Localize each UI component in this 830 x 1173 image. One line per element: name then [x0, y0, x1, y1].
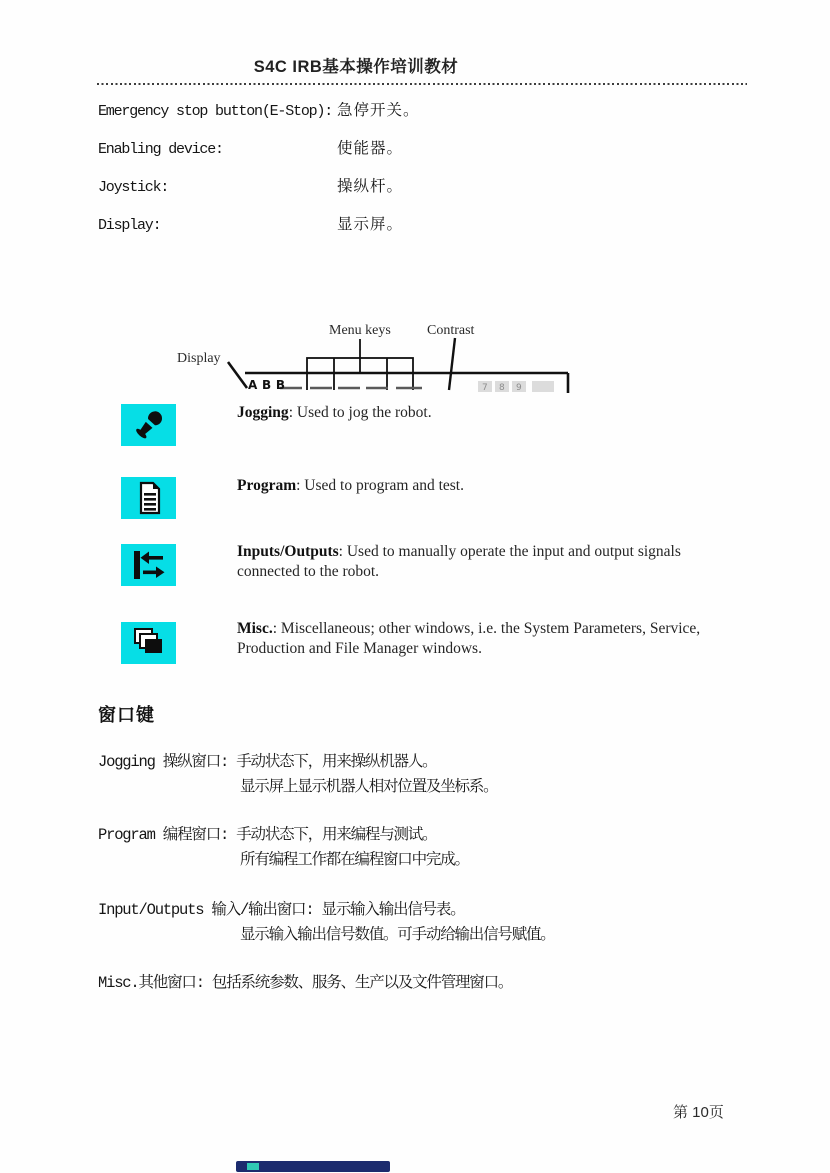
definition-value: 显示屏。 — [337, 216, 404, 233]
jogging-legend: Jogging: Used to jog the robot. — [237, 404, 432, 421]
misc-key — [121, 622, 176, 664]
misc-label: Misc. — [237, 620, 273, 637]
joystick-icon — [129, 408, 169, 442]
jogging-key — [121, 404, 176, 446]
dashed-divider — [97, 83, 747, 85]
definition-value: 操纵杆。 — [337, 178, 404, 195]
definition-value: 使能器。 — [337, 140, 404, 157]
diagram-label-display: Display — [177, 351, 221, 366]
paragraph-jogging-window: Jogging 操纵窗口: 手动状态下，用来操纵机器人。 显示屏上显示机器人相对位置及坐标系。 — [98, 753, 498, 796]
windows-stack-icon — [129, 626, 169, 660]
inputs-outputs-label: Inputs/Outputs — [237, 543, 339, 560]
definition-label: Joystick: — [98, 179, 169, 196]
contrast-pointer-line — [449, 338, 455, 390]
definition-label: Display: — [98, 217, 161, 234]
program-label: Program — [237, 477, 297, 494]
diagram-label-menu-keys: Menu keys — [329, 323, 391, 338]
page-title: S4C IRB基本操作培训教材 — [253, 58, 459, 76]
definition-value: 急停开关。 — [337, 102, 420, 119]
definition-label: Emergency stop button(E-Stop): — [98, 103, 333, 120]
inputs-outputs-legend: Inputs/Outputs: Used to manually operate the input and output signals connected to the robot. — [237, 543, 681, 580]
diagram-label-contrast: Contrast — [427, 323, 475, 338]
misc-legend: Misc.: Miscellaneous; other windows, i.e. the System Parameters, Service, Production and File Manager windows. — [237, 620, 701, 657]
program-key — [121, 477, 176, 519]
display-pointer-line — [228, 362, 247, 388]
section-heading: 窗口键 — [98, 705, 155, 725]
definition-label: Enabling device: — [98, 141, 223, 158]
numeric-keypad — [478, 381, 554, 393]
bottom-bar-fragment — [236, 1161, 390, 1172]
paragraph-misc-window: Misc.其他窗口: 包括系统参数、服务、生产以及文件管理窗口。 — [98, 974, 513, 992]
paragraph-io-window: Input/Outputs 输入/输出窗口: 显示输入输出信号表。 显示输入输出信号数值。可手动给输出信号赋值。 — [98, 901, 555, 944]
jogging-label: Jogging — [237, 404, 289, 421]
teach-pendant-diagram — [170, 315, 590, 395]
key-7: 7 — [482, 383, 488, 393]
key-9: 9 — [516, 383, 522, 393]
abb-logo: ABB — [248, 378, 285, 392]
bottom-bar-chip — [247, 1163, 259, 1170]
key-8: 8 — [499, 383, 505, 393]
document-icon — [129, 481, 169, 515]
page-number: 第 10页 — [673, 1104, 724, 1121]
program-legend: Program: Used to program and test. — [237, 477, 464, 494]
paragraph-program-window: Program 编程窗口: 手动状态下，用来编程与测试。 所有编程工作都在编程窗口中完成。 — [98, 826, 469, 869]
io-arrows-icon — [129, 548, 169, 582]
inputs-outputs-key — [121, 544, 176, 586]
